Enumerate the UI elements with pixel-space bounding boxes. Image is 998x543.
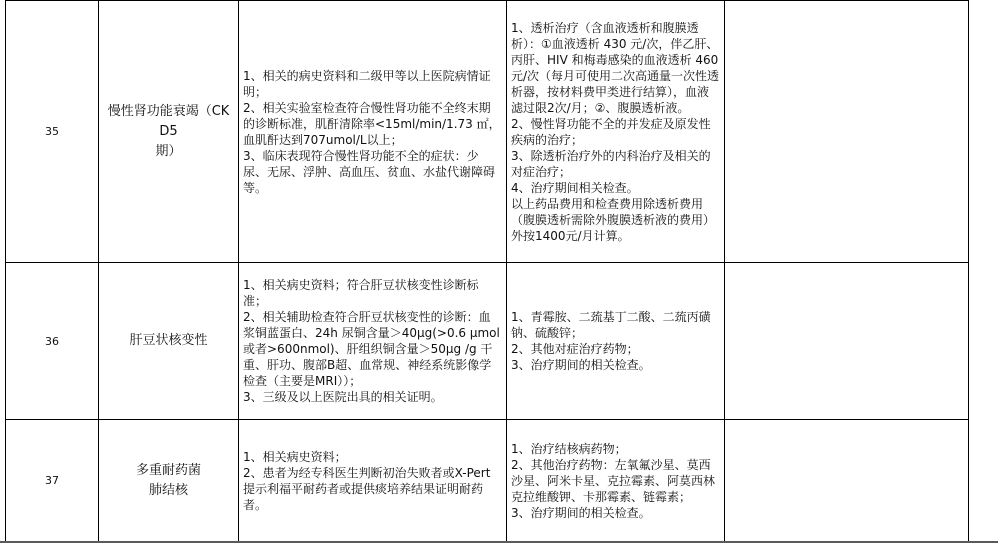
row-number: 36 (6, 263, 99, 420)
requirement-item: 1、相关病史资料；符合肝豆状核变性诊断标准； (243, 278, 479, 308)
table-row (6, 263, 969, 420)
table-row (6, 1, 969, 263)
disease-name-line: 肝豆状核变性 (129, 333, 208, 348)
treatment-item: 1、透析治疗（含血液透析和腹膜透析）：①血液透析 430 元/次，伴乙肝、丙肝、HIV 和梅毒感染的血液透析 460 元/次（每月可使用二次高通量一次性透析器，按材料费甲类进行结算），血液滤过限2次/月；②、腹膜透析液。 (511, 20, 723, 115)
requirement-item: 1、相关的病史资料和二级甲等以上医院病情证明； (243, 68, 491, 99)
treatment-item: 2、其他治疗药物：左氧氟沙星、莫西沙星、阿米卡星、克拉霉素、阿莫西林克拉维酸钾、卡那霉素、链霉素； (511, 457, 716, 504)
treatment-scope (507, 1, 725, 263)
treatment-item: 以上药品费用和检查费用除透析费用（腹膜透析需除外腹膜透析液的费用）外按1400元/月计算。 (511, 196, 716, 243)
requirement-item: 1、相关病史资料； (243, 449, 347, 464)
treatment-item: 3、除透析治疗外的内科治疗及相关的对症治疗； (511, 148, 711, 179)
diagnosis-requirements (239, 263, 507, 420)
disease-name (99, 1, 239, 263)
requirement-item: 2、患者为经专科医生判断初治失败者或X-Pert提示利福平耐药者或提供痰培养结果证明耐药者。 (243, 465, 491, 512)
treatment-item: 1、青霉胺、二巯基丁二酸、二巯丙磺钠、硫酸锌； (511, 310, 711, 340)
row-number: 37 (6, 420, 99, 542)
empty-cell (725, 1, 969, 263)
treatment-scope (507, 420, 725, 542)
requirement-item: 3、三级及以上医院出具的相关证明。 (243, 390, 443, 404)
empty-cell (725, 263, 969, 420)
disease-name (99, 420, 239, 542)
disease-name (99, 263, 239, 420)
treatment-scope (507, 263, 725, 420)
requirement-item: 2、相关辅助检查符合肝豆状核变性的诊断：血浆铜蓝蛋白、24h 尿铜含量＞40μg(>0.6 μmol 或者>600nmol)、肝组织铜含量＞50μg /g 干重、肝功、腹部B超、血常规、神经系统影像学检查（主要是MRI））； (243, 310, 504, 388)
treatment-item: 1、治疗结核病药物； (511, 441, 627, 456)
table-row (6, 420, 969, 542)
treatment-item: 3、治疗期间的相关检查。 (511, 505, 651, 520)
treatment-item: 2、其他对症治疗药物； (511, 342, 639, 356)
medical-coverage-table (5, 0, 969, 542)
diagnosis-requirements (239, 420, 507, 542)
disease-name-line: 期） (155, 143, 182, 159)
treatment-item: 2、慢性肾功能不全的并发症及原发性疾病的治疗； (511, 116, 711, 147)
requirement-item: 3、临床表现符合慢性肾功能不全的症状：少尿、无尿、浮肿、高血压、贫血、水盐代谢障碍等。 (243, 148, 496, 195)
treatment-item: 4、治疗期间相关检查。 (511, 180, 639, 195)
treatment-item: 3、治疗期间的相关检查。 (511, 358, 651, 372)
row-number: 35 (6, 1, 99, 263)
requirement-item: 2、相关实验室检查符合慢性肾功能不全终末期的诊断标准，肌酐清除率<15ml/min/1.73 ㎡，血肌酐达到707umol/L以上； (243, 100, 501, 147)
disease-name-line: 肺结核 (148, 482, 188, 498)
empty-cell (725, 420, 969, 542)
disease-name-line: 慢性肾功能衰竭（CKD5 (107, 103, 230, 139)
diagnosis-requirements (239, 1, 507, 263)
disease-name-line: 多重耐药菌 (135, 462, 201, 478)
